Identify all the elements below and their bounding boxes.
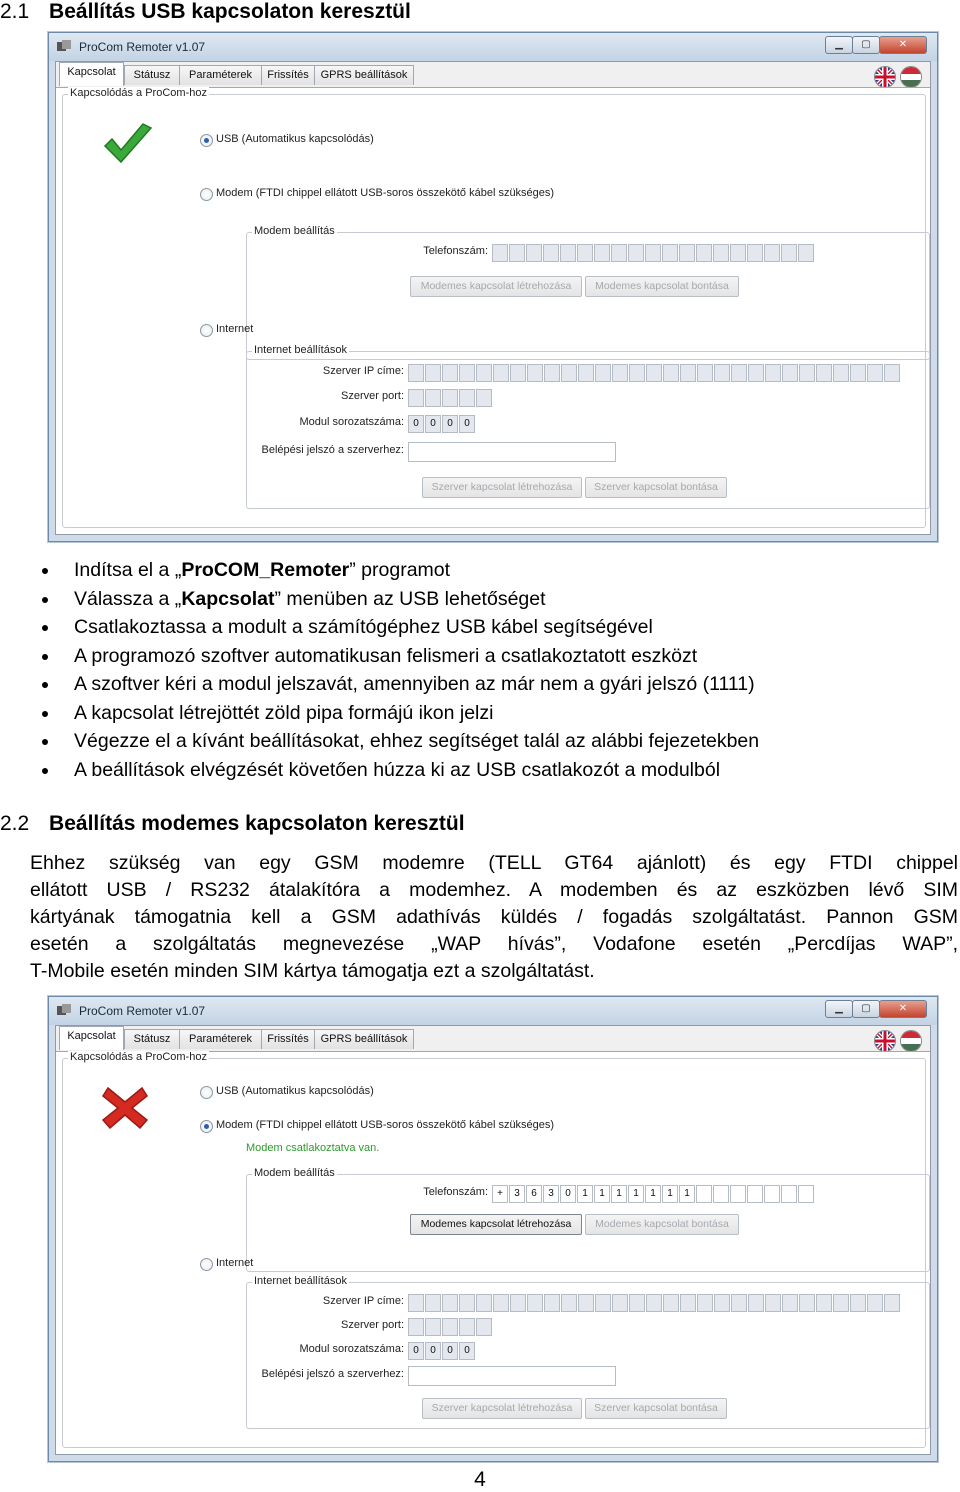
serial-digit-cell: 0 — [459, 1342, 475, 1360]
connection-group-label: Kapcsolódás a ProCom-hoz — [70, 1051, 207, 1063]
tab-frissites[interactable]: Frissítés — [261, 65, 315, 85]
modem-radio[interactable] — [200, 188, 213, 201]
ip-digit-cell — [442, 1294, 458, 1312]
tab-gprs-beallitasok[interactable]: GPRS beállítások — [314, 65, 414, 85]
ip-digit-cell — [867, 1294, 883, 1312]
ip-digit-cell — [493, 1294, 509, 1312]
usb-radio-label: USB (Automatikus kapcsolódás) — [216, 133, 374, 145]
port-digit-cell — [408, 389, 424, 407]
ip-digit-cell — [646, 1294, 662, 1312]
server-disconnect-button[interactable]: Szerver kapcsolat bontása — [585, 477, 727, 498]
minimize-button[interactable]: ▁ — [825, 1000, 853, 1018]
internet-radio[interactable] — [200, 1258, 213, 1271]
internet-radio[interactable] — [200, 324, 213, 337]
bullet-text: ” menüben az USB lehetőséget — [274, 587, 546, 610]
modem-disconnect-button[interactable]: Modemes kapcsolat bontása — [585, 1214, 739, 1235]
ip-digit-cell — [442, 364, 458, 382]
modem-settings-label: Modem beállítás — [254, 225, 335, 237]
paragraph-line: ellátott USB / RS232 átalakítóra a modemhez. A modemben és az eszközben lévő SIM — [30, 879, 958, 901]
phone-digit-cell — [509, 244, 525, 262]
bullet-item — [40, 727, 940, 756]
window-title: ProCom Remoter v1.07 — [79, 1004, 206, 1018]
bullet-text: Csatlakoztassa a modult a számítógéphez USB kábel segítségével — [74, 616, 653, 638]
phone-digit-cell: 0 — [560, 1185, 576, 1203]
modem-requirements-paragraph — [30, 850, 958, 985]
english-flag-icon[interactable] — [874, 1030, 896, 1052]
internet-radio-label: Internet — [216, 323, 254, 335]
bullet-text: A kapcsolat létrejöttét zöld pipa formájú ikon jelzi — [74, 701, 494, 724]
internet-radio-label: Internet — [216, 1257, 254, 1269]
close-button[interactable]: ✕ — [879, 1000, 927, 1018]
ip-digit-cell — [748, 364, 764, 382]
port-digit-cell — [442, 1318, 458, 1336]
phone-digit-cell — [730, 244, 746, 262]
ip-digit-cell — [612, 364, 628, 382]
usb-radio-label: USB (Automatikus kapcsolódás) — [216, 1085, 374, 1097]
bullet-item — [40, 613, 940, 642]
phone-digit-cell — [662, 244, 678, 262]
modem-status-text: Modem csatlakoztatva van. — [246, 1142, 380, 1154]
serial-digit-cell: 0 — [425, 1342, 441, 1360]
phone-digit-cell: 3 — [509, 1185, 525, 1203]
ip-digit-cell — [884, 364, 900, 382]
phone-label: Telefonszám: — [423, 1186, 488, 1198]
bullet-item — [40, 699, 940, 728]
tab-strip — [56, 62, 930, 87]
server-ip-input[interactable] — [408, 364, 901, 382]
password-label: Belépési jelszó a szerverhez: — [261, 444, 404, 456]
ip-digit-cell — [697, 1294, 713, 1312]
close-button[interactable]: ✕ — [879, 36, 927, 54]
tab-kapcsolat[interactable]: Kapcsolat — [59, 62, 124, 86]
ip-digit-cell — [731, 364, 747, 382]
phone-digit-cell — [560, 244, 576, 262]
screenshot-modem-connection — [48, 996, 938, 1462]
title-bar — [49, 33, 937, 61]
tab-parameterek[interactable]: Paraméterek — [179, 1029, 262, 1049]
ip-digit-cell — [799, 1294, 815, 1312]
bullet-item — [40, 756, 940, 785]
ip-digit-cell — [629, 1294, 645, 1312]
serial-number-input[interactable] — [408, 1342, 476, 1360]
modem-settings-label: Modem beállítás — [254, 1167, 335, 1179]
app-icon — [57, 40, 71, 52]
ip-digit-cell — [646, 364, 662, 382]
phone-digit-cell: 6 — [526, 1185, 542, 1203]
app-icon — [57, 1004, 71, 1016]
ip-digit-cell — [748, 1294, 764, 1312]
ip-digit-cell — [493, 364, 509, 382]
client-area — [55, 1025, 931, 1455]
serial-label: Modul sorozatszáma: — [299, 416, 404, 428]
client-area — [55, 61, 931, 535]
section-title: Beállítás modemes kapcsolaton keresztül — [49, 812, 465, 835]
paragraph-line: esetén a szolgáltatás megnevezése „WAP hívás”, Vodafone esetén „Percdíjas WAP”, — [30, 933, 958, 955]
server-ip-input[interactable] — [408, 1294, 901, 1312]
tab-statusz[interactable]: Státusz — [124, 65, 180, 85]
phone-digit-cell — [679, 244, 695, 262]
ip-digit-cell — [833, 1294, 849, 1312]
phone-digit-cell — [730, 1185, 746, 1203]
phone-digit-cell — [798, 1185, 814, 1203]
phone-digit-cell: 1 — [611, 1185, 627, 1203]
phone-digit-cell: 1 — [577, 1185, 593, 1203]
modem-radio-label: Modem (FTDI chippel ellátott USB-soros összekötő kábel szükséges) — [216, 187, 555, 199]
phone-digit-cell: 3 — [543, 1185, 559, 1203]
serial-digit-cell: 0 — [425, 415, 441, 433]
modem-radio[interactable] — [200, 1120, 213, 1133]
ip-digit-cell — [663, 1294, 679, 1312]
title-bar — [49, 997, 937, 1025]
phone-digit-cell — [713, 1185, 729, 1203]
connection-group-label: Kapcsolódás a ProCom-hoz — [70, 87, 207, 99]
section-heading-2-2 — [0, 812, 465, 836]
maximize-button[interactable]: ▢ — [852, 36, 880, 54]
serial-digit-cell: 0 — [442, 415, 458, 433]
server-ip-label: Szerver IP címe: — [322, 1295, 404, 1307]
ip-digit-cell — [459, 364, 475, 382]
ip-digit-cell — [510, 364, 526, 382]
ip-digit-cell — [425, 1294, 441, 1312]
ip-digit-cell — [476, 1294, 492, 1312]
usb-radio[interactable] — [200, 134, 213, 147]
ip-digit-cell — [578, 364, 594, 382]
bullet-text: A programozó szoftver automatikusan felismeri a csatlakoztatott eszközt — [74, 644, 698, 667]
usb-radio[interactable] — [200, 1086, 213, 1099]
ip-digit-cell — [850, 1294, 866, 1312]
phone-digit-cell: 1 — [628, 1185, 644, 1203]
modem-radio-label: Modem (FTDI chippel ellátott USB-soros összekötő kábel szükséges) — [216, 1119, 555, 1131]
ip-digit-cell — [544, 1294, 560, 1312]
ip-digit-cell — [697, 364, 713, 382]
serial-label: Modul sorozatszáma: — [299, 1343, 404, 1355]
phone-digit-cell: 1 — [645, 1185, 661, 1203]
phone-digit-cell — [713, 244, 729, 262]
ip-digit-cell — [765, 1294, 781, 1312]
port-digit-cell — [425, 389, 441, 407]
bullet-item — [40, 670, 940, 699]
section-number: 2.2 — [0, 812, 30, 835]
modem-connect-button[interactable]: Modemes kapcsolat létrehozása — [410, 1214, 582, 1235]
phone-digit-cell — [747, 1185, 763, 1203]
maximize-button[interactable]: ▢ — [852, 1000, 880, 1018]
serial-digit-cell: 0 — [408, 1342, 424, 1360]
phone-digit-cell — [628, 244, 644, 262]
window-title: ProCom Remoter v1.07 — [79, 40, 206, 54]
port-digit-cell — [408, 1318, 424, 1336]
phone-digit-cell — [764, 244, 780, 262]
phone-digit-cell — [611, 244, 627, 262]
bullet-text: Válassza a „ — [74, 587, 182, 610]
kapcsolat-panel — [56, 1051, 930, 1454]
ip-digit-cell — [578, 1294, 594, 1312]
modem-connect-button[interactable]: Modemes kapcsolat létrehozása — [410, 276, 582, 297]
ip-digit-cell — [714, 364, 730, 382]
ip-digit-cell — [561, 1294, 577, 1312]
phone-digit-cell — [764, 1185, 780, 1203]
ip-digit-cell — [799, 364, 815, 382]
hungarian-flag-icon[interactable] — [900, 1030, 922, 1052]
phone-digit-cell: 1 — [662, 1185, 678, 1203]
serial-digit-cell: 0 — [442, 1342, 458, 1360]
phone-digit-cell — [696, 1185, 712, 1203]
ip-digit-cell — [680, 364, 696, 382]
modem-disconnect-button[interactable]: Modemes kapcsolat bontása — [585, 276, 739, 297]
phone-digit-cell — [781, 244, 797, 262]
screenshot-usb-connection — [48, 32, 938, 542]
server-port-label: Szerver port: — [341, 1319, 404, 1331]
phone-number-input[interactable] — [492, 1185, 815, 1203]
ip-digit-cell — [663, 364, 679, 382]
port-digit-cell — [459, 1318, 475, 1336]
serial-digit-cell: 0 — [459, 415, 475, 433]
ip-digit-cell — [833, 364, 849, 382]
port-digit-cell — [442, 389, 458, 407]
tab-gprs-beallitasok[interactable]: GPRS beállítások — [314, 1029, 414, 1049]
tab-strip — [56, 1026, 930, 1051]
tab-parameterek[interactable]: Paraméterek — [179, 65, 262, 85]
bullet-text: Végezze el a kívánt beállításokat, ehhez segítséget talál az alábbi fejezetekben — [74, 730, 760, 752]
tab-frissites[interactable]: Frissítés — [261, 1029, 315, 1049]
bullet-item — [40, 585, 940, 614]
password-label: Belépési jelszó a szerverhez: — [261, 1368, 404, 1380]
tab-statusz[interactable]: Státusz — [124, 1029, 180, 1049]
bullet-text: ” programot — [349, 559, 451, 581]
ip-digit-cell — [510, 1294, 526, 1312]
phone-digit-cell — [747, 244, 763, 262]
ip-digit-cell — [408, 1294, 424, 1312]
ip-digit-cell — [782, 1294, 798, 1312]
server-port-label: Szerver port: — [341, 390, 404, 402]
paragraph-line: T-Mobile esetén minden SIM kártya támogatja ezt a szolgáltatást. — [30, 960, 595, 982]
ip-digit-cell — [612, 1294, 628, 1312]
bullet-text: A szoftver kéri a modul jelszavát, amennyiben az már nem a gyári jelszó (1111) — [74, 673, 755, 695]
tab-kapcsolat[interactable]: Kapcsolat — [59, 1026, 124, 1050]
phone-digit-cell: + — [492, 1185, 508, 1203]
phone-digit-cell: 1 — [679, 1185, 695, 1203]
phone-digit-cell — [492, 244, 508, 262]
server-port-input[interactable] — [408, 389, 493, 407]
page-number: 4 — [474, 1468, 486, 1491]
ip-digit-cell — [459, 1294, 475, 1312]
ip-digit-cell — [884, 1294, 900, 1312]
server-connect-button[interactable]: Szerver kapcsolat létrehozása — [422, 1398, 582, 1419]
ip-digit-cell — [408, 364, 424, 382]
internet-settings-label: Internet beállítások — [254, 1275, 347, 1287]
server-disconnect-button[interactable]: Szerver kapcsolat bontása — [585, 1398, 727, 1419]
internet-settings-label: Internet beállítások — [254, 344, 347, 356]
app-window — [48, 996, 938, 1462]
section-heading-2-1 — [0, 0, 411, 24]
ip-digit-cell — [425, 364, 441, 382]
serial-digit-cell: 0 — [408, 415, 424, 433]
phone-digit-cell — [543, 244, 559, 262]
ip-digit-cell — [850, 364, 866, 382]
serial-number-input[interactable] — [408, 415, 476, 433]
instruction-list — [40, 556, 940, 784]
english-flag-icon[interactable] — [874, 66, 896, 88]
ip-digit-cell — [765, 364, 781, 382]
paragraph-line: kártyának támogatnia kell a GSM adathívás küldés / fogadás szolgáltatást. Pannon GSM — [30, 906, 958, 928]
phone-digit-cell — [526, 244, 542, 262]
minimize-button[interactable]: ▁ — [825, 36, 853, 54]
phone-digit-cell — [645, 244, 661, 262]
ip-digit-cell — [544, 364, 560, 382]
phone-digit-cell — [798, 244, 814, 262]
section-number: 2.1 — [0, 0, 30, 23]
port-digit-cell — [476, 1318, 492, 1336]
paragraph-line: Ehhez szükség van egy GSM modemre (TELL GT64 ajánlott) és egy FTDI chippel — [30, 852, 958, 874]
phone-digit-cell: 1 — [594, 1185, 610, 1203]
ip-digit-cell — [527, 364, 543, 382]
ip-digit-cell — [816, 1294, 832, 1312]
ip-digit-cell — [629, 364, 645, 382]
ip-digit-cell — [714, 1294, 730, 1312]
ip-digit-cell — [595, 364, 611, 382]
ip-digit-cell — [680, 1294, 696, 1312]
bullet-item — [40, 556, 940, 585]
port-digit-cell — [425, 1318, 441, 1336]
server-ip-label: Szerver IP címe: — [322, 365, 404, 377]
ip-digit-cell — [731, 1294, 747, 1312]
password-input[interactable] — [408, 1366, 616, 1386]
green-checkmark-icon — [102, 122, 154, 171]
port-digit-cell — [476, 389, 492, 407]
port-digit-cell — [459, 389, 475, 407]
phone-digit-cell — [577, 244, 593, 262]
phone-digit-cell — [781, 1185, 797, 1203]
phone-number-input[interactable] — [492, 244, 815, 262]
hungarian-flag-icon[interactable] — [900, 66, 922, 88]
bullet-text: A beállítások elvégzését követően húzza ki az USB csatlakozót a modulból — [74, 758, 721, 781]
app-window — [48, 32, 938, 542]
ip-digit-cell — [476, 364, 492, 382]
bullet-text: Indítsa el a „ — [74, 559, 182, 581]
section-title: Beállítás USB kapcsolaton keresztül — [49, 0, 411, 23]
bullet-bold-text: ProCOM_Remoter — [181, 559, 350, 581]
ip-digit-cell — [595, 1294, 611, 1312]
phone-label: Telefonszám: — [423, 245, 488, 257]
phone-digit-cell — [696, 244, 712, 262]
server-port-input[interactable] — [408, 1318, 493, 1336]
ip-digit-cell — [867, 364, 883, 382]
bullet-item — [40, 642, 940, 671]
phone-digit-cell — [594, 244, 610, 262]
bullet-bold-text: Kapcsolat — [181, 587, 275, 610]
ip-digit-cell — [816, 364, 832, 382]
kapcsolat-panel — [56, 87, 930, 534]
ip-digit-cell — [527, 1294, 543, 1312]
ip-digit-cell — [782, 364, 798, 382]
password-input[interactable] — [408, 442, 616, 462]
server-connect-button[interactable]: Szerver kapcsolat létrehozása — [422, 477, 582, 498]
ip-digit-cell — [561, 364, 577, 382]
red-x-icon — [102, 1086, 148, 1135]
